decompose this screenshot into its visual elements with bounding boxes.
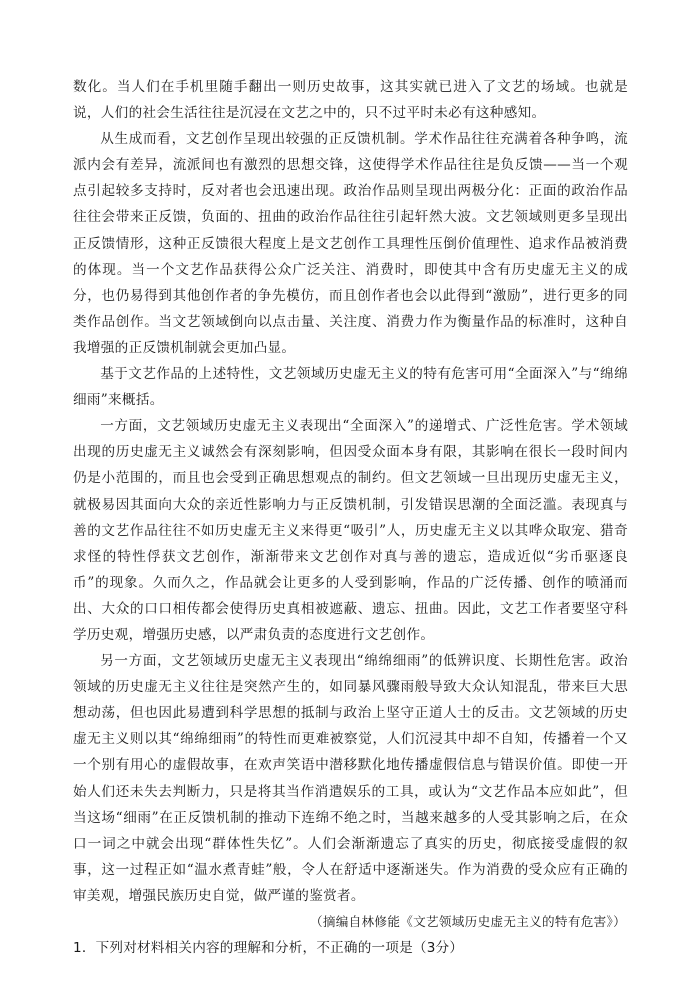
paragraph-feedback-mechanism: 从生成而看，文艺创作呈现出较强的正反馈机制。学术作品往往充满着各种争鸣，流派内会有差异，流派间也有激烈的思想交锋，这使得学术作品往往是负反馈——当一个观点引起较多支持时，反对者也会迅速出现。政治作品则呈现出两极分化：正面的政治作品往往会带来正反馈，负面的、扭曲的政治作品往往引起轩然大波。文艺领域则更多呈现出正反馈情形，这种正反馈很大程度上是文艺创作工具理性压倒价值理性、追求作品被消费的体现。当一个文艺作品获得公众广泛关注、消费时，即使其中含有历史虚无主义的成分，也仍易得到其他创作者的争先模仿，而且创作者也会以此得到“激励”，进行更多的同类作品创作。当文艺领域倒向以点击量、关注度、消费力作为衡量作品的标准时，这种自我增强的正反馈机制就会更加凸显。: [73, 131, 628, 356]
question-1: 1．下列对材料相关内容的理解和分析，不正确的一项是（3分）: [73, 940, 464, 956]
paragraph-comprehensive-harm: 一方面，文艺领域历史虚无主义表现出“全面深入”的递增式、广泛性危害。学术领域出现的历史虚无主义诚然会有深刻影响，但因受众面本身有限，其影响在很长一段时间内仍是小范围的，而且也会受到正确思想观点的制约。但文艺领域一旦出现历史虚无主义，就极易因其面向大众的亲近性影响力与正反馈机制，引发错误思潮的全面泛滥。表现真与善的文艺作品往往不如历史虚无主义来得更“吸引”人，历史虚无主义以其哗众取宠、猎奇求怪的特性俘获文艺创作，渐渐带来文艺创作对真与善的遗忘，造成近似“劣币驱逐良币”的现象。久而久之，作品就会让更多的人受到影响，作品的广泛传播、创作的喷涌而出、大众的口口相传都会使得历史真相被遮蔽、遗忘、扭曲。因此，文艺工作者要坚守科学历史观，增强历史感，以严肃负责的态度进行文艺创作。: [73, 418, 628, 643]
paragraph-continuation: 数化。当人们在手机里随手翻出一则历史故事，这其实就已进入了文艺的场域。也就是说，人们的社会生活往往是沉浸在文艺之中的，只不过平时未必有这种感知。: [73, 79, 628, 122]
document-page: [73, 74, 628, 962]
source-citation: （摘编自林修能《文艺领域历史虚无主义的特有危害》）: [309, 914, 626, 929]
paragraph-drizzle-harm: 另一方面，文艺领域历史虚无主义表现出“绵绵细雨”的低辨识度、长期性危害。政治领域的历史虚无主义往往是突然产生的，如同暴风骤雨般导致大众认知混乱，带来巨大思想动荡，但也因此易遭到科学思想的抵制与政治上坚守正道人士的反击。文艺领域的历史虚无主义则以其“绵绵细雨”的特性而更难被察觉，人们沉浸其中却不自知，传播着一个又一个别有用心的虚假故事，在欢声笑语中潜移默化地传播虚假信息与错误价值。即使一开始人们还未失去判断力，只是将其当作消遣娱乐的工具，或认为“文艺作品本应如此”，但当这场“细雨”在正反馈机制的推动下连绵不绝之时，当越来越多的人受其影响之后，在众口一词之中就会出现“群体性失忆”。人们会渐渐遗忘了真实的历史，彻底接受虚假的叙事，这一过程正如“温水煮青蛙”般，令人在舒适中逐渐迷失。作为消费的受众应有正确的审美观，增强民族历史自觉，做严谨的鉴赏者。: [73, 653, 628, 904]
paragraph-summary: 基于文艺作品的上述特性，文艺领域历史虚无主义的特有危害可用“全面深入”与“绵绵细雨”来概括。: [73, 366, 628, 409]
